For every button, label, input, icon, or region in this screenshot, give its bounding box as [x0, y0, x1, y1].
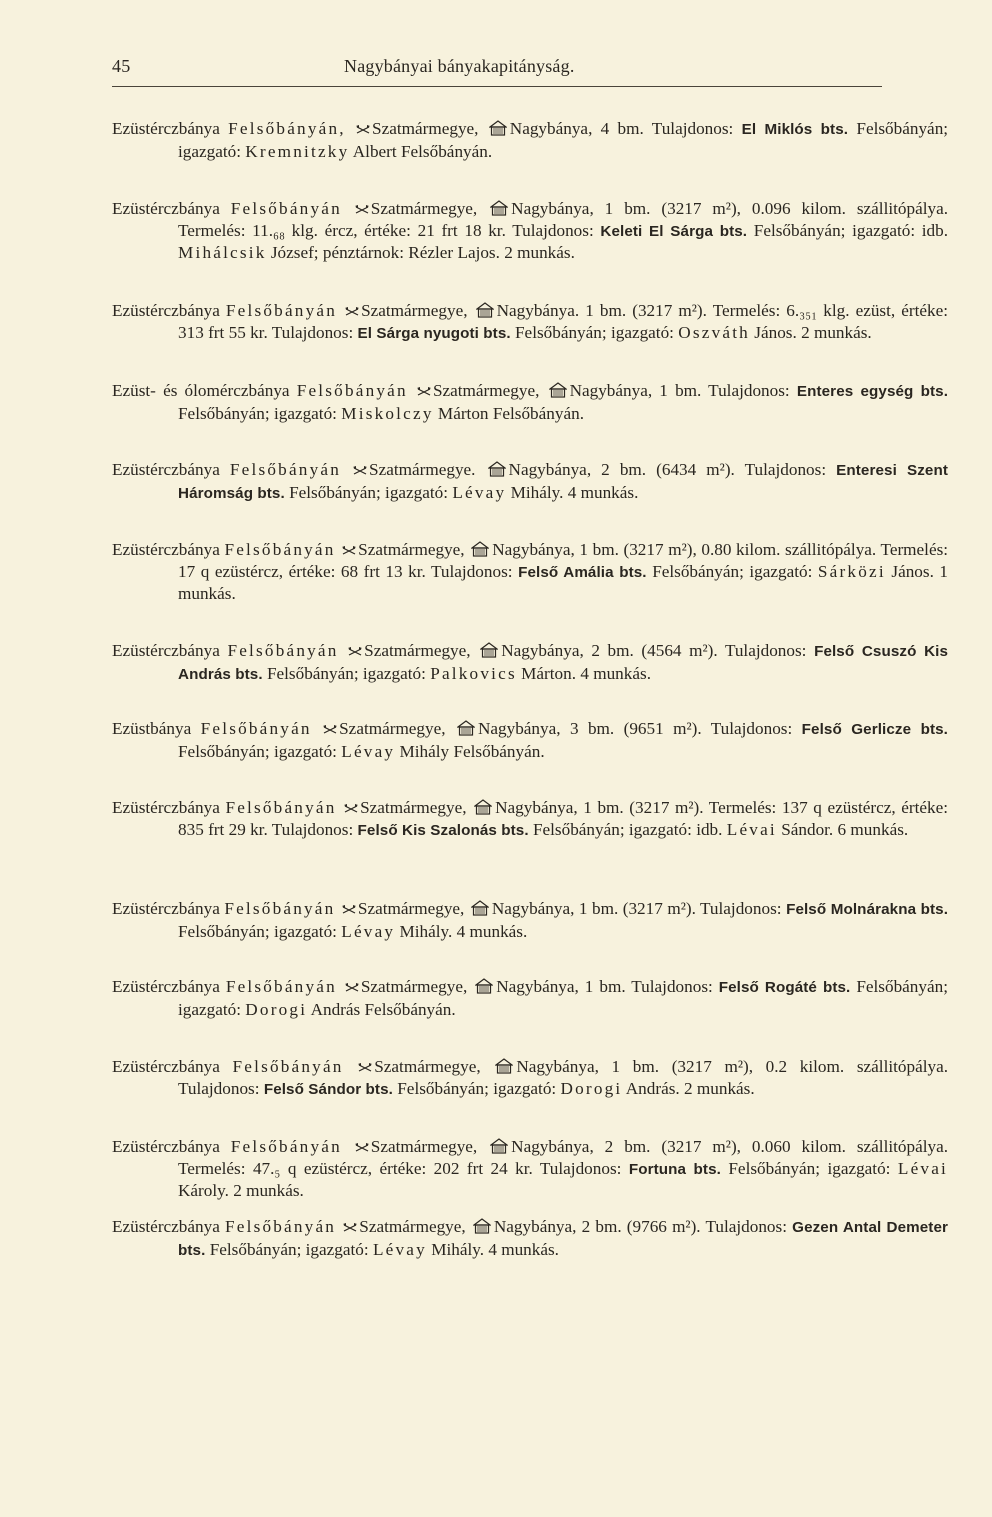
entry-tail: Márton. 4 munkás.	[521, 663, 651, 683]
director-name: Dorogi	[560, 1078, 623, 1098]
mine-entry	[112, 640, 948, 685]
director-name: Lévai	[726, 819, 777, 839]
owner-name: Enteres egység bts.	[796, 383, 949, 400]
mine-location: Felsőbányán	[296, 381, 408, 400]
director-label: Felsőbányán; igazgató:	[652, 561, 813, 581]
mine-location: Felsőbányán,	[228, 119, 346, 138]
owner-name: El Miklós bts.	[741, 121, 849, 138]
mine-location: Felsőbányán	[225, 977, 337, 996]
mine-location: Felsőbányán	[224, 899, 336, 918]
county: Szatmármegye,	[358, 540, 465, 559]
county: Szatmármegye,	[370, 1137, 478, 1156]
owner-name: Felső Kis Szalonás bts.	[357, 821, 529, 839]
mine-entry	[112, 118, 948, 162]
post-office-icon	[471, 541, 489, 557]
post-office-icon	[476, 302, 494, 318]
crossed-hammers-icon	[353, 466, 367, 476]
owner-name: Gezen Antal Demeter bts.	[178, 1219, 949, 1259]
entry-tail: Mihály Felsőbányán.	[399, 741, 545, 761]
post-office-icon	[480, 642, 498, 658]
mine-type: Ezüstérczbánya	[112, 1137, 220, 1156]
owner-name: Keleti El Sárga bts.	[600, 222, 748, 240]
post-office-icon	[490, 200, 508, 216]
director-label: Felsőbányán; igazgató:	[728, 1158, 891, 1178]
mine-location: Felsőbányán	[232, 1057, 344, 1076]
director-name: Kremnitzky	[245, 141, 350, 161]
county: Szatmármegye,	[364, 641, 471, 660]
director-name: Lévay	[341, 741, 396, 761]
director-label: Felsőbányán; igazgató: idb.	[532, 819, 723, 839]
post-office-icon	[474, 799, 492, 815]
mine-location: Felsőbányán	[224, 540, 336, 559]
director-name: Lévai	[897, 1158, 949, 1178]
county: Szatmármegye,	[432, 381, 540, 400]
director-label: Felsőbányán; igazgató:	[289, 482, 449, 502]
mine-type: Ezüstérczbánya	[112, 460, 220, 479]
entry-details: Nagybánya, 4 bm. Tulajdonos:	[509, 119, 734, 138]
entry-details: Nagybánya, 1 bm. Tulajdonos:	[569, 381, 790, 400]
entry-details: Nagybánya, 2 bm. (4564 m²). Tulajdonos:	[501, 641, 807, 660]
director-name: Palkovics	[430, 663, 517, 683]
entry-details: Nagybánya, 1 bm. (3217 m²). Termelés: 137 q ezüstércz, értéke: 835 frt 29 kr. Tulajdonos:	[178, 798, 949, 839]
mine-location: Felsőbányán	[200, 719, 312, 738]
entry-details: Nagybánya, 1 bm. (3217 m²), 0.80 kilom. szállitópálya. Termelés: 17 q ezüstércz, értéke: 68 frt 13 kr. Tulajdonos:	[178, 540, 949, 581]
entry-details: Nagybánya. 1 bm. (3217 m²). Termelés: 6.₃₅₁ klg. ezüst, értéke: 313 frt 55 kr. Tulajdonos:	[178, 301, 949, 342]
director-label: Felsőbányán; igazgató:	[178, 119, 949, 161]
county: Szatmármegye.	[369, 460, 476, 479]
mine-type: Ezüstérczbánya	[112, 1217, 220, 1236]
mine-entry	[112, 976, 948, 1020]
mine-type: Ezüstérczbánya	[112, 119, 220, 138]
mine-type: Ezüstérczbánya	[112, 199, 220, 218]
owner-name: Felső Csuszó Kis András bts.	[178, 643, 949, 683]
county: Szatmármegye,	[372, 119, 479, 138]
header-rule	[112, 86, 882, 87]
entry-tail: Mihály. 4 munkás.	[399, 921, 528, 941]
director-label: Felsőbányán; igazgató:	[266, 663, 426, 683]
mine-entry	[112, 1216, 948, 1261]
mine-entry	[112, 300, 948, 344]
entry-tail: András Felsőbányán.	[310, 999, 456, 1019]
mine-location: Felsőbányán	[230, 199, 342, 218]
mine-entry	[112, 718, 948, 762]
entry-details: Nagybánya, 2 bm. (9766 m²). Tulajdonos:	[493, 1217, 787, 1236]
director-name: Dorogi	[245, 999, 308, 1019]
entry-tail: Albert Felsőbányán.	[352, 141, 493, 161]
entry-tail: János. 1 munkás.	[178, 561, 949, 604]
entry-details: Nagybánya, 3 bm. (9651 m²). Tulajdonos:	[477, 719, 793, 738]
post-office-icon	[489, 120, 507, 136]
crossed-hammers-icon	[323, 725, 337, 735]
entry-tail: András. 2 munkás.	[625, 1078, 755, 1098]
crossed-hammers-icon	[345, 983, 359, 993]
director-label: Felsőbányán; igazgató:	[178, 921, 337, 941]
director-label: Felsőbányán; igazgató:	[209, 1239, 369, 1259]
director-label: Felsőbányán; igazgató:	[178, 741, 337, 761]
mine-entry	[112, 539, 948, 605]
crossed-hammers-icon	[344, 804, 358, 814]
director-name: Lévay	[452, 482, 507, 502]
owner-name: Felső Rogáté bts.	[718, 979, 851, 996]
crossed-hammers-icon	[355, 1143, 369, 1153]
mine-entry	[112, 380, 948, 424]
owner-name: Felső Amália bts.	[518, 563, 647, 581]
owner-name: Fortuna bts.	[628, 1160, 721, 1178]
entry-tail: Mihály. 4 munkás.	[510, 482, 639, 502]
mine-type: Ezüstérczbánya	[112, 540, 220, 559]
crossed-hammers-icon	[358, 1063, 372, 1073]
mine-location: Felsőbányán	[230, 1137, 342, 1156]
mine-entry	[112, 198, 948, 264]
county: Szatmármegye,	[359, 1217, 466, 1236]
mine-entry	[112, 459, 948, 504]
crossed-hammers-icon	[342, 546, 356, 556]
entry-details: Nagybánya, 2 bm. (6434 m²). Tulajdonos:	[508, 460, 827, 479]
mine-entry	[112, 1136, 948, 1202]
owner-name: Felső Molnárakna bts.	[786, 901, 949, 918]
page-title: Nagybányai bányakapitányság.	[344, 56, 575, 76]
mine-location: Felsőbányán	[225, 798, 337, 817]
crossed-hammers-icon	[348, 647, 362, 657]
post-office-icon	[490, 1138, 508, 1154]
crossed-hammers-icon	[345, 307, 359, 317]
county: Szatmármegye,	[360, 798, 467, 817]
post-office-icon	[488, 461, 506, 477]
director-name: Miskolczy	[341, 403, 434, 423]
entry-tail: Márton Felsőbányán.	[437, 403, 584, 423]
post-office-icon	[471, 900, 489, 916]
entry-details: Nagybánya, 1 bm. (3217 m²), 0.2 kilom. szállitópálya. Tulajdonos:	[178, 1057, 949, 1098]
county: Szatmármegye,	[370, 199, 478, 218]
entry-details: Nagybánya, 2 bm. (3217 m²), 0.060 kilom. szállitópálya. Termelés: 47.₅ q ezüstércz, értéke: 202 frt 24 kr. Tulajdonos:	[178, 1137, 949, 1178]
entry-tail: János. 2 munkás.	[754, 322, 872, 342]
mine-type: Ezüst- és ólomérczbánya	[112, 381, 290, 400]
crossed-hammers-icon	[356, 125, 370, 135]
director-label: Felsőbányán; igazgató:	[178, 977, 948, 1019]
mine-type: Ezüstérczbánya	[112, 977, 220, 996]
entry-tail: Károly. 2 munkás.	[178, 1181, 304, 1201]
crossed-hammers-icon	[342, 905, 356, 915]
mine-location: Felsőbányán	[229, 460, 341, 479]
director-name: Sárközi	[817, 561, 886, 581]
entry-tail: Mihály. 4 munkás.	[431, 1239, 559, 1259]
owner-name: Felső Gerlicze bts.	[801, 721, 948, 738]
post-office-icon	[473, 1218, 491, 1234]
entry-tail: József; pénztárnok: Rézler Lajos. 2 munkás.	[270, 243, 575, 263]
owner-name: Felső Sándor bts.	[263, 1080, 393, 1098]
mine-location: Felsőbányán	[225, 1217, 337, 1236]
director-label: Felsőbányán; igazgató: idb.	[753, 220, 949, 240]
county: Szatmármegye,	[360, 977, 468, 996]
entry-tail: Sándor. 6 munkás.	[781, 819, 909, 839]
owner-name: El Sárga nyugoti bts.	[357, 324, 511, 342]
county: Szatmármegye,	[339, 719, 446, 738]
mine-type: Ezüstérczbánya	[112, 798, 220, 817]
entry-details: Nagybánya, 1 bm. (3217 m²). Tulajdonos:	[491, 899, 782, 918]
mine-type: Ezüstérczbánya	[112, 641, 220, 660]
mine-type: Ezüstérczbánya	[112, 1057, 220, 1076]
mine-type: Ezüstérczbánya	[112, 301, 220, 320]
director-name: Lévay	[372, 1239, 427, 1259]
crossed-hammers-icon	[355, 205, 369, 215]
post-office-icon	[457, 720, 475, 736]
director-label: Felsőbányán; igazgató:	[515, 322, 674, 342]
mine-entry	[112, 898, 948, 942]
crossed-hammers-icon	[417, 387, 431, 397]
mine-type: Ezüstérczbánya	[112, 899, 220, 918]
mine-location: Felsőbányán	[227, 641, 339, 660]
crossed-hammers-icon	[343, 1223, 357, 1233]
mine-entry	[112, 1056, 948, 1100]
director-name: Lévay	[341, 921, 396, 941]
mine-type: Ezüstbánya	[112, 719, 192, 738]
post-office-icon	[549, 382, 567, 398]
owner-name: Enteresi Szent Háromság bts.	[178, 462, 948, 502]
county: Szatmármegye,	[374, 1057, 481, 1076]
post-office-icon	[475, 978, 493, 994]
entry-details: Nagybánya, 1 bm. Tulajdonos:	[496, 977, 713, 996]
director-name: Oszváth	[678, 322, 750, 342]
entry-details: Nagybánya, 1 bm. (3217 m²), 0.096 kilom. szállitópálya. Termelés: 11.₆₈ klg. ércz, értéke: 21 frt 18 kr. Tulajdonos:	[178, 199, 949, 240]
page-number: 45	[112, 56, 131, 76]
county: Szatmármegye,	[361, 301, 468, 320]
mine-entry	[112, 797, 948, 841]
county: Szatmármegye,	[357, 899, 465, 918]
director-label: Felsőbányán; igazgató:	[178, 403, 337, 423]
post-office-icon	[495, 1058, 513, 1074]
director-label: Felsőbányán; igazgató:	[397, 1078, 557, 1098]
director-name: Mihálcsik	[178, 243, 267, 263]
mine-location: Felsőbányán	[225, 301, 337, 320]
